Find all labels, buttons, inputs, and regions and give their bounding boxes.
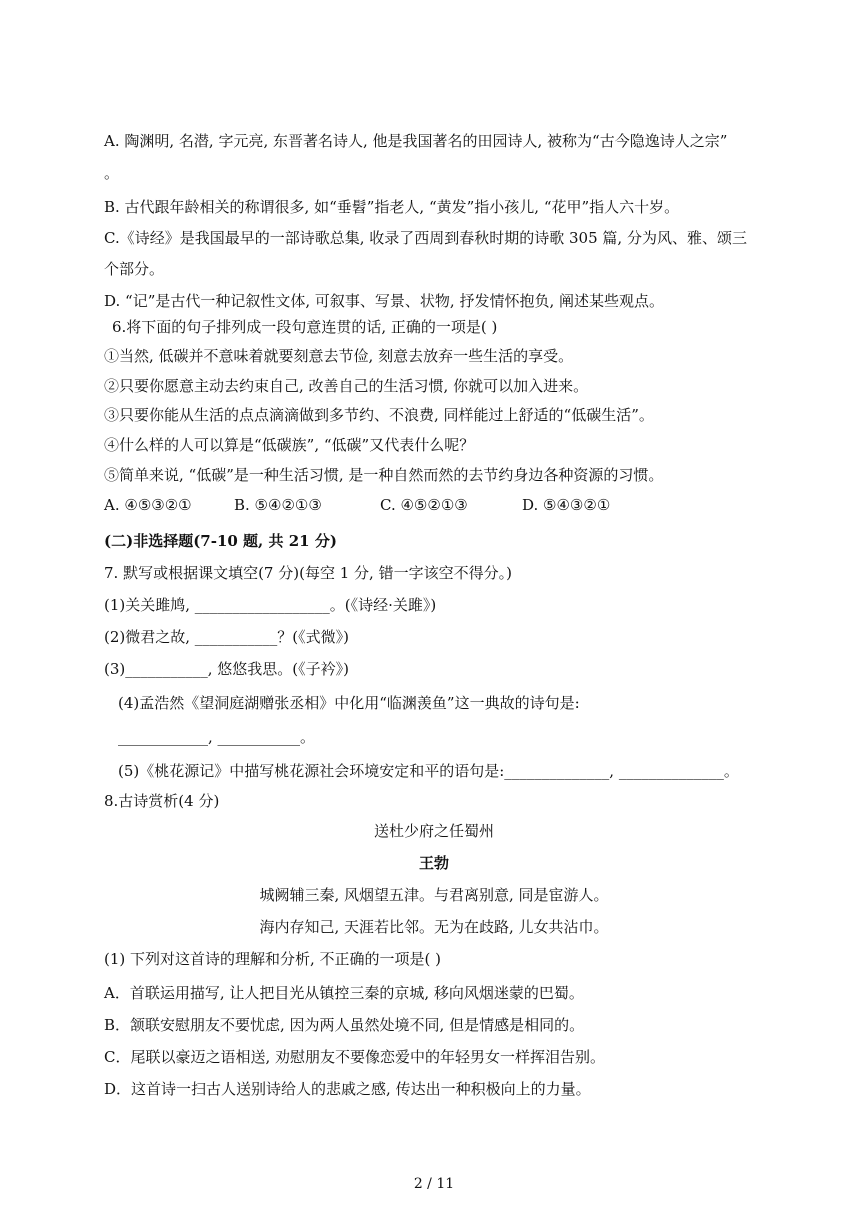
q6-option-b: B. ⑤④②①③: [234, 496, 322, 514]
sentence-3: ③只要你能从生活的点点滴滴做到多节约、不浪费, 同样能过上舒适的“低碳生活”。: [104, 406, 654, 424]
q8-option-c: C．尾联以豪迈之语相送, 劝慰朋友不要像恋爱中的年轻男女一样挥泪告别。: [104, 1048, 606, 1066]
sentence-5: ⑤简单来说, “低碳”是一种生活习惯, 是一种自然而然的去节约身边各种资源的习惯。: [104, 466, 664, 484]
poem-line-2: 海内存知己, 天涯若比邻。无为在歧路, 儿女共沾巾。: [259, 918, 609, 936]
question-6-stem: 6.将下面的句子排列成一段句意连贯的话, 正确的一项是( ): [112, 318, 498, 336]
page-number: 2 / 11: [413, 1176, 455, 1192]
q7-part-4-prompt: (4)孟浩然《望洞庭湖赠张丞相》中化用“临渊羡鱼”这一典故的诗句是:: [118, 694, 580, 712]
q6-option-c: C. ④⑤②①③: [380, 496, 468, 514]
poem-title: 送杜少府之任蜀州: [373, 822, 494, 840]
q6-option-d: D. ⑤④③②①: [522, 496, 611, 514]
option-d: D. “记”是古代一种记叙性文体, 可叙事、写景、状物, 抒发情怀抱负, 阐述某些观点。: [104, 292, 664, 310]
sentence-2: ②只要你愿意主动去约束自己, 改善自己的生活习惯, 你就可以加入进来。: [104, 377, 589, 395]
question-8-stem: 8.古诗赏析(4 分): [104, 792, 220, 810]
poem-line-1: 城阙辅三秦, 风烟望五津。与君离别意, 同是宦游人。: [259, 886, 609, 904]
q8-sub-question-1: (1) 下列对这首诗的理解和分析, 不正确的一项是( ): [104, 950, 442, 968]
section-heading: (二)非选择题(7-10 题, 共 21 分): [104, 532, 337, 550]
q7-part-2: (2)微君之故, ___________？(《式微》): [104, 628, 349, 646]
sentence-1: ①当然, 低碳并不意味着就要刻意去节俭, 刻意去放弃一些生活的享受。: [104, 347, 574, 365]
q6-option-a: A. ④⑤③②①: [104, 496, 192, 514]
option-b: B. 古代跟年龄相关的称谓很多, 如“垂髫”指老人, “黄发”指小孩儿, “花甲”指人六十岁。: [104, 198, 680, 216]
q7-part-1: (1)关关雎鸠, __________________。(《诗经·关雎》): [104, 596, 437, 614]
q8-option-b: B．颔联安慰朋友不要忧虑, 因为两人虽然处境不同, 但是情感是相同的。: [104, 1016, 585, 1034]
sentence-4: ④什么样的人可以算是“低碳族”, “低碳”又代表什么呢？: [104, 436, 475, 454]
option-c-line1: C.《诗经》是我国最早的一部诗歌总集, 收录了西周到春秋时期的诗歌 305 篇, 分为风、雅、颂三: [104, 229, 747, 247]
q8-option-d: D．这首诗一扫古人送别诗给人的悲戚之感, 传达出一种积极向上的力量。: [104, 1080, 591, 1098]
q7-part-4-blanks: ____________, ___________。: [118, 728, 316, 746]
q8-option-a: A．首联运用描写, 让人把目光从镇控三秦的京城, 移向风烟迷蒙的巴蜀。: [104, 984, 584, 1002]
option-c-line2: 个部分。: [104, 260, 165, 278]
q7-part-5: (5)《桃花源记》中描写桃花源社会环境安定和平的语句是:______________, ______________。: [118, 762, 739, 780]
option-a-line2: 。: [104, 164, 120, 182]
q7-part-3: (3)___________, 悠悠我思。(《子衿》): [104, 660, 349, 678]
option-a-line1: A. 陶渊明, 名潜, 字元亮, 东晋著名诗人, 他是我国著名的田园诗人, 被称为“古今隐逸诗人之宗”: [104, 132, 728, 150]
question-7-stem: 7. 默写或根据课文填空(7 分)(每空 1 分, 错一字该空不得分。): [104, 564, 512, 582]
poem-author: 王勃: [418, 854, 449, 872]
